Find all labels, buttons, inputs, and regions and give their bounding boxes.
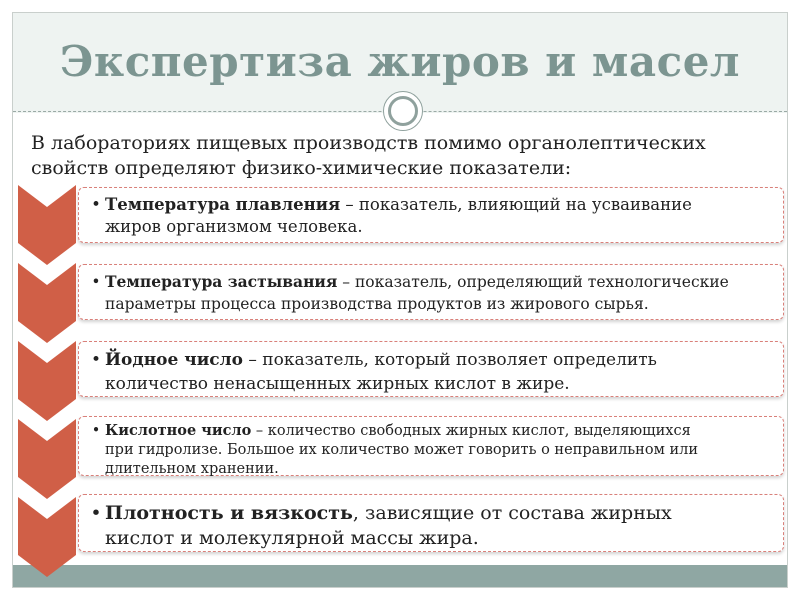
item-text-line-3: длительном хранении.	[105, 461, 279, 477]
page-title: Экспертиза жиров и масел	[59, 37, 741, 86]
list-item	[78, 264, 784, 320]
footer-band	[13, 565, 787, 587]
item-term: Кислотное число	[105, 422, 252, 439]
item-text-line-2: при гидролизе. Большое их количество может говорить о неправильном или	[105, 442, 699, 458]
item-text: – показатель, который позволяет определить	[242, 350, 657, 370]
item-term: Йодное число	[105, 350, 243, 370]
ring-emblem-icon	[383, 91, 423, 131]
item-text-line-2: количество ненасыщенных жирных кислот в жире.	[105, 374, 570, 394]
list-item	[78, 494, 784, 552]
chevron-4-icon	[18, 419, 76, 499]
item-term: Плотность и вязкость	[105, 502, 353, 524]
list-item	[78, 341, 784, 397]
chevron-1-icon	[18, 185, 76, 265]
chevron-2-icon	[18, 263, 76, 343]
item-term: Температура плавления	[105, 195, 341, 214]
intro-text	[31, 131, 771, 181]
item-text: – показатель, влияющий на усваивание	[340, 195, 692, 214]
bullet: •	[90, 502, 102, 524]
item-text: – количество свободных жирных кислот, выделяющихся	[251, 423, 691, 439]
list-item	[78, 187, 784, 243]
intro-line-1: В лабораториях пищевых производств помимо органолептических	[31, 132, 706, 154]
intro-line-2: свойств определяют физико-химические показатели:	[31, 157, 572, 179]
bullet: •	[91, 273, 101, 291]
chevron-5-icon	[18, 497, 76, 577]
item-term: Температура застывания	[105, 272, 338, 291]
ring-emblem-inner	[388, 96, 418, 126]
item-text-line-2: жиров организмом человека.	[105, 217, 363, 236]
chevron-3-icon	[18, 341, 76, 421]
list-item	[78, 416, 784, 476]
chevron-column	[18, 185, 76, 580]
item-text: – показатель, определяющий технологические	[337, 273, 729, 291]
item-text-line-2: параметры процесса производства продуктов из жирового сырья.	[105, 295, 649, 313]
bullet: •	[91, 195, 101, 214]
bullet: •	[90, 350, 102, 370]
item-text: , зависящие от состава жирных	[352, 502, 672, 524]
item-text-line-2: кислот и молекулярной массы жира.	[105, 527, 479, 549]
bullet: •	[91, 423, 101, 439]
